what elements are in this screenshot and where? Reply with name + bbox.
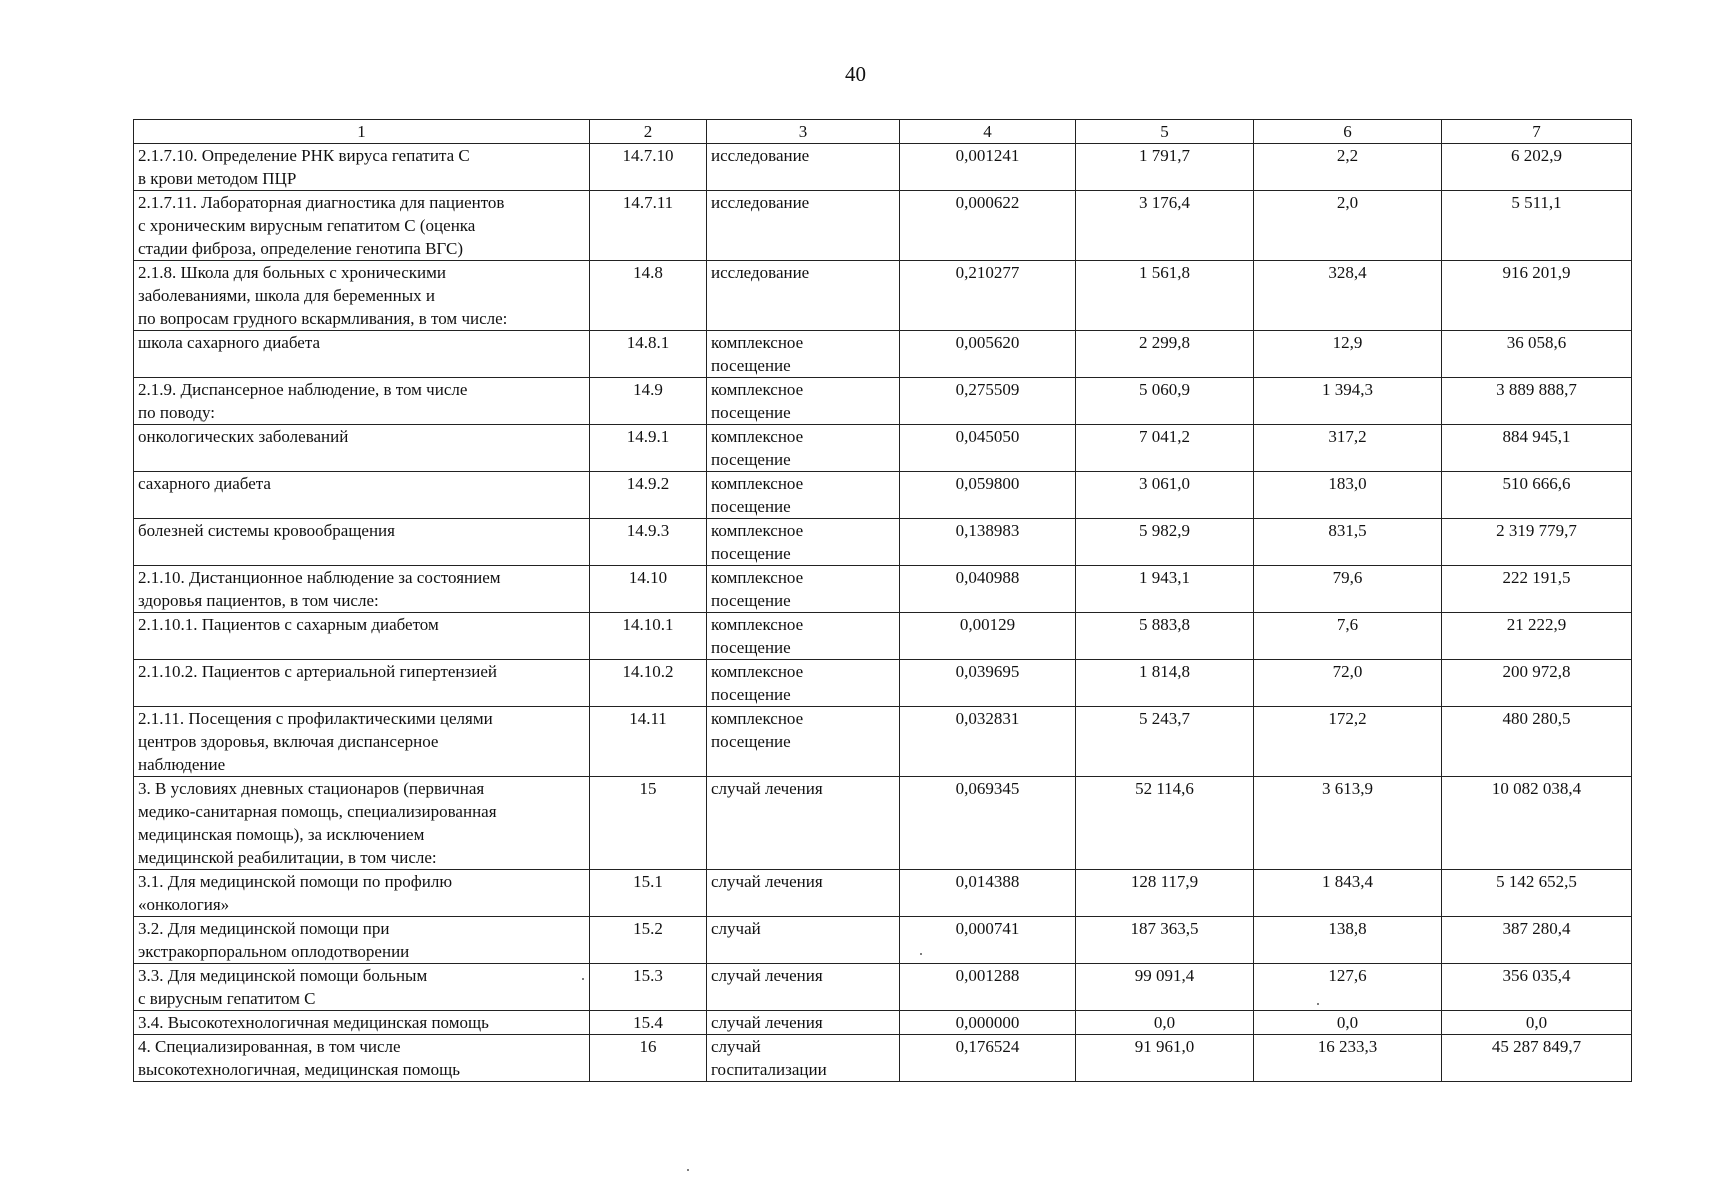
- row-code: 14.11: [590, 707, 707, 777]
- row-total: 10 082 038,4: [1442, 777, 1632, 870]
- column-header-2: 2: [590, 120, 707, 144]
- table-row: [134, 1011, 1632, 1035]
- row-unit: случай лечения: [707, 964, 900, 1011]
- row-code: 14.9.3: [590, 519, 707, 566]
- row-label: 3.4. Высокотехнологичная медицинская помощь: [134, 1011, 590, 1035]
- table-row: [134, 964, 1632, 1011]
- row-code: 14.8: [590, 261, 707, 331]
- row-total: 510 666,6: [1442, 472, 1632, 519]
- row-per-capita: 1 394,3: [1254, 378, 1442, 425]
- row-code: 14.10.1: [590, 613, 707, 660]
- row-total: 916 201,9: [1442, 261, 1632, 331]
- table-row: [134, 870, 1632, 917]
- row-total: 21 222,9: [1442, 613, 1632, 660]
- row-label: 3.3. Для медицинской помощи больным с вирусным гепатитом С: [134, 964, 590, 1011]
- table-row: [134, 707, 1632, 777]
- row-unit: комплексное посещение: [707, 566, 900, 613]
- row-total: 3 889 888,7: [1442, 378, 1632, 425]
- row-total: 0,0: [1442, 1011, 1632, 1035]
- row-cost: 7 041,2: [1076, 425, 1254, 472]
- row-cost: 128 117,9: [1076, 870, 1254, 917]
- header-row: [134, 120, 1632, 144]
- table-row: [134, 613, 1632, 660]
- row-per-capita: 0,0: [1254, 1011, 1442, 1035]
- row-total: 45 287 849,7: [1442, 1035, 1632, 1082]
- row-code: 14.10: [590, 566, 707, 613]
- row-unit: случай лечения: [707, 870, 900, 917]
- row-cost: 1 814,8: [1076, 660, 1254, 707]
- row-per-capita: 831,5: [1254, 519, 1442, 566]
- row-total: 5 511,1: [1442, 191, 1632, 261]
- row-norm: 0,059800: [900, 472, 1076, 519]
- row-unit: комплексное посещение: [707, 378, 900, 425]
- row-per-capita: 72,0: [1254, 660, 1442, 707]
- row-code: 15.1: [590, 870, 707, 917]
- row-unit: комплексное посещение: [707, 707, 900, 777]
- row-code: 14.8.1: [590, 331, 707, 378]
- row-norm: 0,176524: [900, 1035, 1076, 1082]
- row-label: болезней системы кровообращения: [134, 519, 590, 566]
- row-label: 2.1.9. Диспансерное наблюдение, в том числе по поводу:: [134, 378, 590, 425]
- row-per-capita: 317,2: [1254, 425, 1442, 472]
- row-per-capita: 2,0: [1254, 191, 1442, 261]
- row-per-capita: 172,2: [1254, 707, 1442, 777]
- row-code: 16: [590, 1035, 707, 1082]
- row-unit: комплексное посещение: [707, 472, 900, 519]
- row-norm: 0,039695: [900, 660, 1076, 707]
- row-per-capita: 2,2: [1254, 144, 1442, 191]
- row-per-capita: 79,6: [1254, 566, 1442, 613]
- row-per-capita: 1 843,4: [1254, 870, 1442, 917]
- row-cost: 187 363,5: [1076, 917, 1254, 964]
- data-table: [133, 119, 1632, 1082]
- row-label: онкологических заболеваний: [134, 425, 590, 472]
- row-code: 14.9: [590, 378, 707, 425]
- row-total: 2 319 779,7: [1442, 519, 1632, 566]
- row-per-capita: 328,4: [1254, 261, 1442, 331]
- column-header-5: 5: [1076, 120, 1254, 144]
- page-number: 40: [845, 62, 866, 86]
- row-label: 4. Специализированная, в том числе высокотехнологичная, медицинская помощь: [134, 1035, 590, 1082]
- column-header-1: 1: [134, 120, 590, 144]
- row-per-capita: 7,6: [1254, 613, 1442, 660]
- table-row: [134, 472, 1632, 519]
- row-code: 14.10.2: [590, 660, 707, 707]
- row-norm: 0,032831: [900, 707, 1076, 777]
- row-unit: случай: [707, 917, 900, 964]
- row-code: 14.7.10: [590, 144, 707, 191]
- row-norm: 0,005620: [900, 331, 1076, 378]
- row-per-capita: 127,6: [1254, 964, 1442, 1011]
- table-row: [134, 191, 1632, 261]
- row-total: 356 035,4: [1442, 964, 1632, 1011]
- table-row: [134, 519, 1632, 566]
- row-label: 2.1.11. Посещения с профилактическими целями центров здоровья, включая диспансерное наблюдение: [134, 707, 590, 777]
- row-cost: 1 943,1: [1076, 566, 1254, 613]
- row-cost: 1 561,8: [1076, 261, 1254, 331]
- row-cost: 2 299,8: [1076, 331, 1254, 378]
- row-norm: 0,000000: [900, 1011, 1076, 1035]
- column-header-7: 7: [1442, 120, 1632, 144]
- row-cost: 52 114,6: [1076, 777, 1254, 870]
- table-row: [134, 777, 1632, 870]
- row-cost: 5 883,8: [1076, 613, 1254, 660]
- row-cost: 0,0: [1076, 1011, 1254, 1035]
- table-row: [134, 425, 1632, 472]
- row-cost: 99 091,4: [1076, 964, 1254, 1011]
- row-cost: 5 982,9: [1076, 519, 1254, 566]
- row-code: 14.9.1: [590, 425, 707, 472]
- row-unit: комплексное посещение: [707, 331, 900, 378]
- row-cost: 5 243,7: [1076, 707, 1254, 777]
- row-norm: 0,00129: [900, 613, 1076, 660]
- row-unit: комплексное посещение: [707, 425, 900, 472]
- row-label: сахарного диабета: [134, 472, 590, 519]
- row-unit: случай госпитализации: [707, 1035, 900, 1082]
- row-label: 2.1.7.11. Лабораторная диагностика для пациентов с хроническим вирусным гепатитом С (оценка стадии фиброза, определение генотипа ВГС): [134, 191, 590, 261]
- row-total: 884 945,1: [1442, 425, 1632, 472]
- row-label: 2.1.8. Школа для больных с хроническими заболеваниями, школа для беременных и по вопросам грудного вскармливания, в том числе:: [134, 261, 590, 331]
- row-cost: 91 961,0: [1076, 1035, 1254, 1082]
- table-row: [134, 917, 1632, 964]
- row-label: 2.1.10. Дистанционное наблюдение за состоянием здоровья пациентов, в том числе:: [134, 566, 590, 613]
- row-label: 3.2. Для медицинской помощи при экстракорпоральном оплодотворении: [134, 917, 590, 964]
- row-total: 480 280,5: [1442, 707, 1632, 777]
- row-label: 2.1.10.2. Пациентов с артериальной гипертензией: [134, 660, 590, 707]
- row-norm: 0,138983: [900, 519, 1076, 566]
- column-header-4: 4: [900, 120, 1076, 144]
- table-row: [134, 331, 1632, 378]
- row-total: 222 191,5: [1442, 566, 1632, 613]
- row-norm: 0,069345: [900, 777, 1076, 870]
- row-code: 14.7.11: [590, 191, 707, 261]
- row-norm: 0,210277: [900, 261, 1076, 331]
- row-cost: 3 176,4: [1076, 191, 1254, 261]
- row-norm: 0,001288: [900, 964, 1076, 1011]
- row-unit: исследование: [707, 144, 900, 191]
- table-row: [134, 1035, 1632, 1082]
- row-code: 15: [590, 777, 707, 870]
- row-total: 6 202,9: [1442, 144, 1632, 191]
- row-norm: 0,275509: [900, 378, 1076, 425]
- row-label: 3.1. Для медицинской помощи по профилю «онкология»: [134, 870, 590, 917]
- row-total: 200 972,8: [1442, 660, 1632, 707]
- table-row: [134, 378, 1632, 425]
- table-row: [134, 261, 1632, 331]
- row-cost: 5 060,9: [1076, 378, 1254, 425]
- row-unit: комплексное посещение: [707, 519, 900, 566]
- row-code: 15.3: [590, 964, 707, 1011]
- row-per-capita: 3 613,9: [1254, 777, 1442, 870]
- row-label: школа сахарного диабета: [134, 331, 590, 378]
- table-row: [134, 660, 1632, 707]
- row-norm: 0,000622: [900, 191, 1076, 261]
- row-code: 15.4: [590, 1011, 707, 1035]
- row-unit: комплексное посещение: [707, 613, 900, 660]
- row-unit: исследование: [707, 261, 900, 331]
- row-norm: 0,045050: [900, 425, 1076, 472]
- row-norm: 0,000741: [900, 917, 1076, 964]
- row-per-capita: 183,0: [1254, 472, 1442, 519]
- row-label: 2.1.7.10. Определение РНК вируса гепатита С в крови методом ПЦР: [134, 144, 590, 191]
- row-label: 2.1.10.1. Пациентов с сахарным диабетом: [134, 613, 590, 660]
- row-per-capita: 16 233,3: [1254, 1035, 1442, 1082]
- row-per-capita: 138,8: [1254, 917, 1442, 964]
- row-code: 15.2: [590, 917, 707, 964]
- row-label: 3. В условиях дневных стационаров (первичная медико-санитарная помощь, специализированная медицинская помощь), за исключением медицинской реабилитации, в том числе:: [134, 777, 590, 870]
- row-norm: 0,040988: [900, 566, 1076, 613]
- row-cost: 3 061,0: [1076, 472, 1254, 519]
- row-unit: случай лечения: [707, 777, 900, 870]
- row-cost: 1 791,7: [1076, 144, 1254, 191]
- row-unit: исследование: [707, 191, 900, 261]
- row-total: 387 280,4: [1442, 917, 1632, 964]
- column-header-6: 6: [1254, 120, 1442, 144]
- table-body: [134, 144, 1632, 1082]
- row-total: 36 058,6: [1442, 331, 1632, 378]
- row-norm: 0,001241: [900, 144, 1076, 191]
- table-row: [134, 144, 1632, 191]
- column-header-3: 3: [707, 120, 900, 144]
- row-unit: случай лечения: [707, 1011, 900, 1035]
- row-per-capita: 12,9: [1254, 331, 1442, 378]
- row-unit: комплексное посещение: [707, 660, 900, 707]
- row-total: 5 142 652,5: [1442, 870, 1632, 917]
- row-code: 14.9.2: [590, 472, 707, 519]
- table-row: [134, 566, 1632, 613]
- row-norm: 0,014388: [900, 870, 1076, 917]
